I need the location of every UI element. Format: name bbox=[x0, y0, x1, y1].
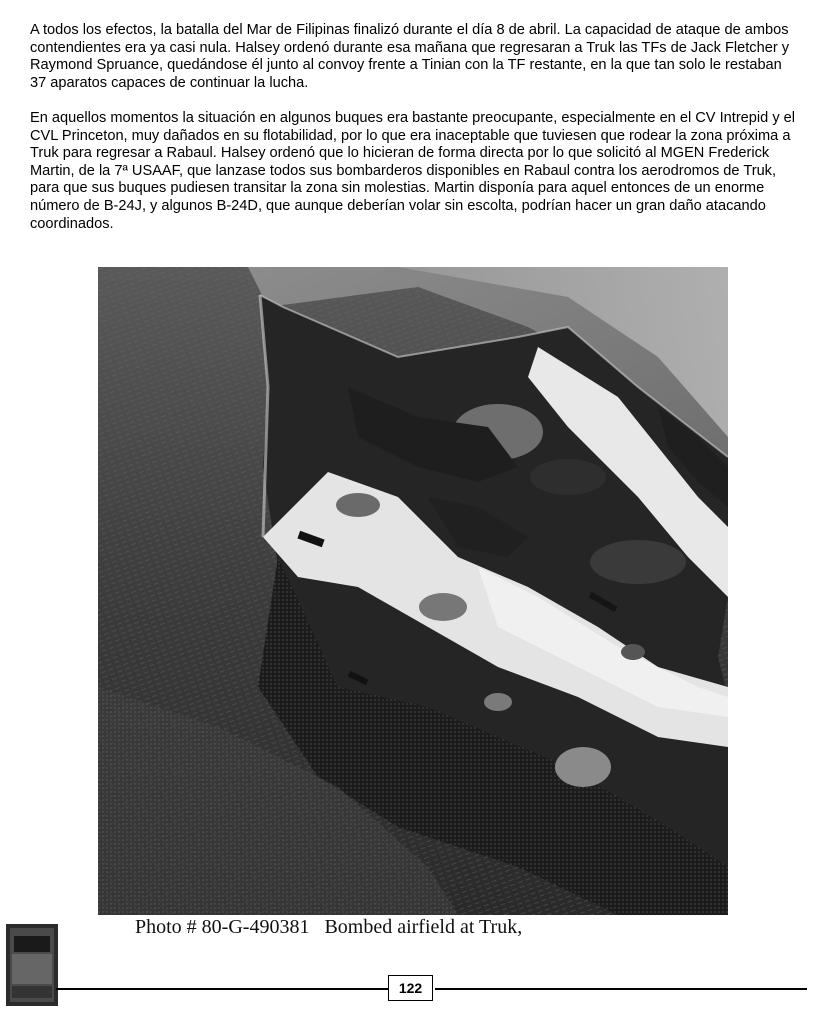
aerial-photo bbox=[98, 267, 728, 915]
paragraph-1: A todos los efectos, la batalla del Mar de Filipinas finalizó durante el día 8 de abril. La capacidad de ataque de ambos contendientes era ya casi nula. Halsey ordenó durante esa mañana que regresaran a Truk las TFs de Jack Fletcher y Raymond Spruance, quedándose él junto al convoy frente a Tinian con la TF restante, en la que tan solo le restaban 37 aparatos capaces de continuar la lucha. bbox=[30, 22, 790, 91]
photo-caption: Photo # 80-G-490381 Bombed airfield at Truk, bbox=[135, 916, 523, 938]
body-text bbox=[30, 22, 798, 251]
paragraph-2: En aquellos momentos la situación en algunos buques era bastante preocupante, especialmente en el CV Intrepid y el CVL Princeton, muy dañados en su flotabilidad, por lo que era inaceptable que tuviesen que rodear la zona próxima a Truk para regresar a Rabaul. Halsey ordenó que lo hicieran de forma directa por lo que solicitó al MGEN Frederick Martin, de la 7ª USAAF, que lanzase todos sus bombarderos disponibles en Rabaul contra los aerodromos de Truk, para que sus buques pudiesen transitar la zona sin molestias. Martin disponía para aquel entonces de un enorme número de B-24J, y algunos B-24D, que aunque deberían volar sin escolta, podrían hacer un gran daño atacando coordinados. bbox=[30, 109, 796, 232]
footer-rule-right bbox=[435, 988, 807, 990]
page-number: 122 bbox=[388, 975, 433, 1001]
book-cover-thumbnail bbox=[6, 924, 58, 1006]
footer-rule-left bbox=[56, 988, 388, 990]
